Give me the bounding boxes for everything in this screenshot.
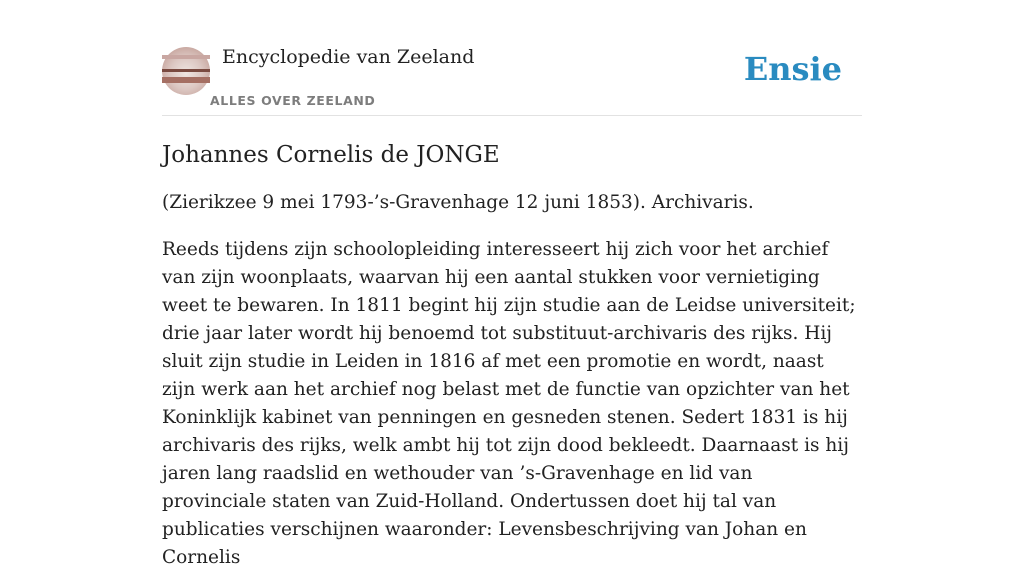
article bbox=[162, 138, 862, 572]
article-title: Johannes Cornelis de JONGE bbox=[162, 142, 500, 168]
logo-band bbox=[162, 69, 210, 72]
header-divider bbox=[162, 115, 862, 116]
site-title[interactable]: Encyclopedie van Zeeland bbox=[222, 46, 475, 68]
logo-band bbox=[162, 55, 210, 59]
logo-band bbox=[162, 77, 210, 83]
brand-logo[interactable]: Ensie bbox=[743, 50, 842, 88]
site-tagline: ALLES OVER ZEELAND bbox=[210, 93, 376, 108]
site-header bbox=[162, 0, 862, 116]
article-subtitle: (Zierikzee 9 mei 1793-’s-Gravenhage 12 juni 1853). Archivaris. bbox=[162, 192, 754, 213]
site-logo[interactable] bbox=[162, 47, 210, 95]
article-body: Reeds tijdens zijn schoolopleiding interesseert hij zich voor het archief van zijn woonplaats, waarvan hij een aantal stukken voor vernietiging weet te bewaren. In 1811 begint hij zijn studie aan de Leidse universiteit; drie jaar later wordt hij benoemd tot substituut-archivaris des rijks. Hij sluit zijn studie in Leiden in 1816 af met een promotie en wordt, naast zijn werk aan het archief nog belast met de functie van opzichter van het Koninklijk kabinet van penningen en gesneden stenen. Sedert 1831 is hij archivaris des rijks, welk ambt hij tot zijn dood bekleedt. Daarnaast is hij jaren lang raadslid en wethouder van ’s-Gravenhage en lid van provinciale staten van Zuid-Holland. Ondertussen doet hij tal van publicaties verschijnen waaronder: Levensbeschrijving van Johan en Cornelis bbox=[162, 239, 856, 568]
